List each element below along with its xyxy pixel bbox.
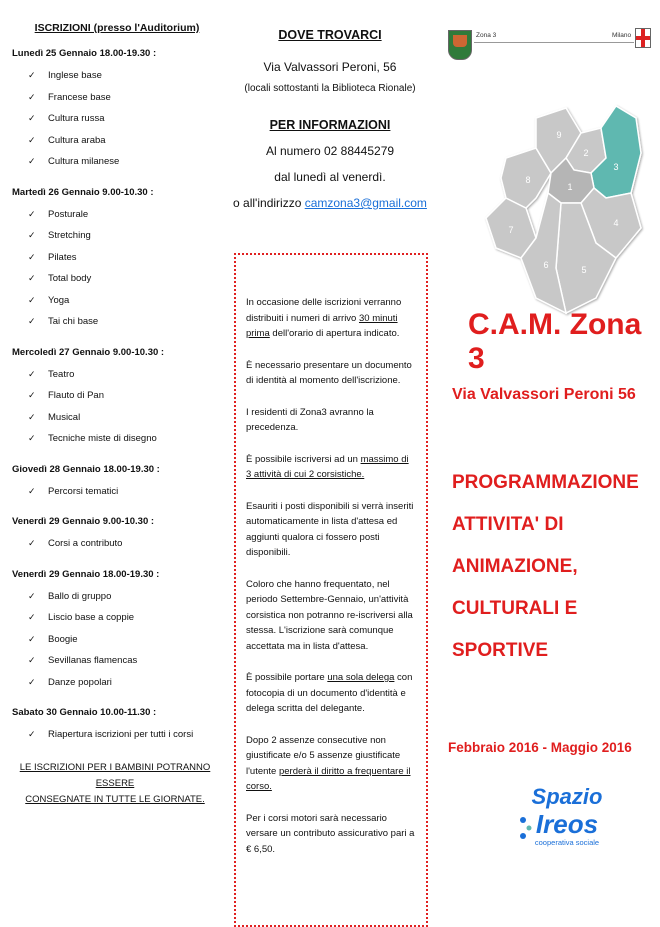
rule-text: I residenti di Zona3 avranno la precedenza. [246,406,374,433]
activity-item [28,108,212,130]
program-line: ATTIVITA' DI [452,514,564,535]
checkmark-icon: ✓ [28,655,36,665]
activity-label: Musical [48,411,81,423]
program-line: PROGRAMMAZIONE [452,472,639,493]
activity-item [28,130,212,152]
day-heading: Lunedì 25 Gennaio 18.00-19.30 : [12,48,157,59]
activity-item [28,247,212,269]
activity-item [28,290,212,312]
checkmark-icon: ✓ [28,273,36,283]
activity-item [28,268,212,290]
brand-main: Ireos [535,809,599,839]
rule-text: Esauriti i posti disponibili si verrà inseriti automaticamente in lista d'attesa ed aggiunti qualora ci fossero posti disponibili. [246,500,414,558]
activity-list [12,65,212,173]
left-column [12,22,212,808]
center-address: Via Valvassori Peroni 56 [452,386,636,403]
rule-paragraph [246,499,416,561]
enrollment-heading: ISCRIZIONI (presso l'Auditorium) [34,22,200,34]
program-line: ANIMAZIONE, [452,556,578,577]
rule-text: dell'orario di apertura indicato. [269,328,400,339]
activity-label: Corsi a contributo [48,538,123,549]
rule-emphasis: una sola delega [327,672,395,683]
activity-list [12,481,212,503]
checkmark-icon: ✓ [28,113,36,123]
day-heading: Venerdì 29 Gennaio 18.00-19.30 : [12,568,160,580]
children-note [18,760,212,808]
right-column [440,20,650,275]
milano-label: Milano [612,32,632,39]
map-label-5: 5 [581,265,587,275]
zona3-shield-icon [448,30,472,60]
info-heading: PER INFORMAZIONI [269,118,391,132]
rule-paragraph [246,670,416,717]
map-label-8: 8 [525,175,531,185]
checkmark-icon: ✓ [28,230,36,240]
activity-label: Posturale [48,208,89,220]
activity-item [28,724,212,746]
activity-label: Tecniche miste di disegno [48,433,157,444]
address-line: Via Valvassori Peroni, 56 [263,60,397,74]
activity-list [12,364,212,450]
day-heading: Mercoledì 27 Gennaio 9.00-10.30 : [12,346,165,358]
activity-label: Teatro [48,368,75,380]
map-label-1: 1 [567,182,573,192]
hours-line: dal lunedì al venerdì. [274,170,386,184]
activity-label: Francese base [48,91,111,103]
checkmark-icon: ✓ [28,251,36,262]
milano-flag-icon [635,28,651,48]
checkmark-icon: ✓ [28,156,36,166]
map-label-2: 2 [583,148,589,158]
checkmark-icon: ✓ [28,485,36,496]
activity-label: Riapertura iscrizioni per tutti i corsi [48,729,194,740]
children-note-line-2: CONSEGNATE IN TUTTE LE GIORNATE. [25,793,205,805]
checkmark-icon: ✓ [28,91,36,102]
activity-item [28,311,212,333]
program-line: SPORTIVE [452,640,549,661]
activity-label: Yoga [48,294,70,306]
checkmark-icon: ✓ [28,411,36,422]
rule-text: Per i corsi motori sarà necessario versare un contributo assicurativo pari a € 6,50. [246,812,415,855]
email-line [230,190,430,216]
activity-item [28,151,212,173]
activity-label: Sevillanas flamencas [48,655,138,666]
activity-item [28,629,212,651]
activity-item [28,650,212,672]
program-dates: Febbraio 2016 - Maggio 2016 [448,740,632,755]
rule-paragraph [246,452,416,483]
where-heading: DOVE TROVARCI [278,28,382,42]
day-heading: Venerdì 29 Gennaio 9.00-10.30 : [12,516,155,527]
activity-label: Cultura araba [48,134,106,146]
rule-paragraph [246,577,416,655]
email-prefix: o all'indirizzo [233,196,305,210]
activity-item [28,407,212,429]
rule-emphasis: 30 minuti prima [246,312,398,339]
activity-item [28,87,212,109]
zone-map [466,98,656,328]
checkmark-icon: ✓ [28,538,36,548]
brand-sub: cooperativa sociale [534,838,600,847]
rule-text: È possibile iscriversi ad un [246,453,361,465]
activity-item [28,481,212,503]
rules-box [234,253,428,927]
rule-paragraph [246,358,416,389]
zona3-label: Zona 3 [476,32,497,39]
brand-dots-icon [518,814,534,844]
activity-list [12,586,212,694]
activity-label: Flauto di Pan [48,390,104,401]
address-note: (locali sottostanti la Biblioteca Rionale) [244,83,416,94]
email-link[interactable]: camzona3@gmail.com [304,196,427,210]
rule-text: con fotocopia di un documento d'identità e delega scritta del delegante. [246,672,413,714]
spazio-ireos-logo [512,784,622,864]
activity-label: Total body [48,273,92,284]
activity-item [28,586,212,608]
rule-emphasis: perderà il diritto a frequentare il corso. [246,765,411,792]
day-heading: Giovedì 28 Gennaio 18.00-19.30 : [12,463,160,475]
activity-label: Cultura milanese [48,156,120,167]
map-label-3: 3 [613,162,619,172]
activity-list [12,533,212,555]
day-heading: Sabato 30 Gennaio 10.00-11.30 : [12,707,157,718]
brand-top: Spazio [531,784,603,809]
program-line: CULTURALI E [452,598,578,619]
map-label-4: 4 [613,218,619,228]
activity-label: Ballo di gruppo [48,590,112,602]
rule-text: Dopo 2 assenze consecutive non giustificate e/o 5 assenze giustificate l'utente [246,734,401,777]
schedule-list [12,48,212,746]
activity-item [28,204,212,226]
center-title: C.A.M. Zona 3 [468,308,642,375]
activity-list [12,724,212,746]
rules-list [246,295,416,857]
map-label-6: 6 [543,260,549,270]
activity-label: Percorsi tematici [48,485,119,497]
rule-emphasis: massimo di 3 attività di cui 2 corsistiche. [246,453,409,480]
checkmark-icon: ✓ [28,433,36,443]
checkmark-icon: ✓ [28,316,36,326]
phone-line: Al numero 02 88445279 [265,144,395,158]
activity-item [28,607,212,629]
checkmark-icon: ✓ [28,134,36,145]
activity-label: Danze popolari [48,676,112,688]
logo-bar [440,20,650,70]
rule-paragraph [246,405,416,436]
activity-item [28,428,212,450]
activity-item [28,672,212,694]
activity-label: Tai chi base [48,316,99,327]
day-heading: Martedì 26 Gennaio 9.00-10.30 : [12,186,154,198]
map-label-9: 9 [556,130,562,140]
rule-text: È necessario presentare un documento di identità al momento dell'iscrizione. [246,359,412,386]
map-label-7: 7 [508,225,514,235]
middle-column [230,22,430,216]
activity-label: Stretching [48,230,91,241]
checkmark-icon: ✓ [28,294,36,305]
checkmark-icon: ✓ [28,729,36,739]
activity-item [28,533,212,555]
rule-text: Coloro che hanno frequentato, nel periodo Settembre-Gennaio, un'attività corsistica non potranno re-iscriversi alla stessa. L'iscrizione sarà comunque accettata ma in lista d'attesa. [246,578,413,652]
checkmark-icon: ✓ [28,368,36,379]
activity-label: Inglese base [48,70,102,81]
checkmark-icon: ✓ [28,590,36,601]
activity-label: Boogie [48,633,78,645]
checkmark-icon: ✓ [28,676,36,687]
activity-item [28,65,212,87]
activity-list [12,204,212,333]
children-note-line-1: LE ISCRIZIONI PER I BAMBINI POTRANNO ESSERE [19,761,211,789]
activity-label: Liscio base a coppie [48,612,135,623]
checkmark-icon: ✓ [28,612,36,622]
rule-paragraph [246,811,416,858]
checkmark-icon: ✓ [28,390,36,400]
activity-item [28,225,212,247]
activity-label: Cultura russa [48,113,105,124]
activity-item [28,364,212,386]
activity-item [28,385,212,407]
rule-text: È possibile portare [246,672,328,683]
checkmark-icon: ✓ [28,208,36,219]
activity-label: Pilates [48,251,77,263]
rule-paragraph [246,733,416,795]
program-title [452,462,639,672]
rule-paragraph [246,295,416,342]
checkmark-icon: ✓ [28,633,36,644]
checkmark-icon: ✓ [28,70,36,80]
rule-text: In occasione delle iscrizioni verranno distribuiti i numeri di arrivo [246,297,402,324]
